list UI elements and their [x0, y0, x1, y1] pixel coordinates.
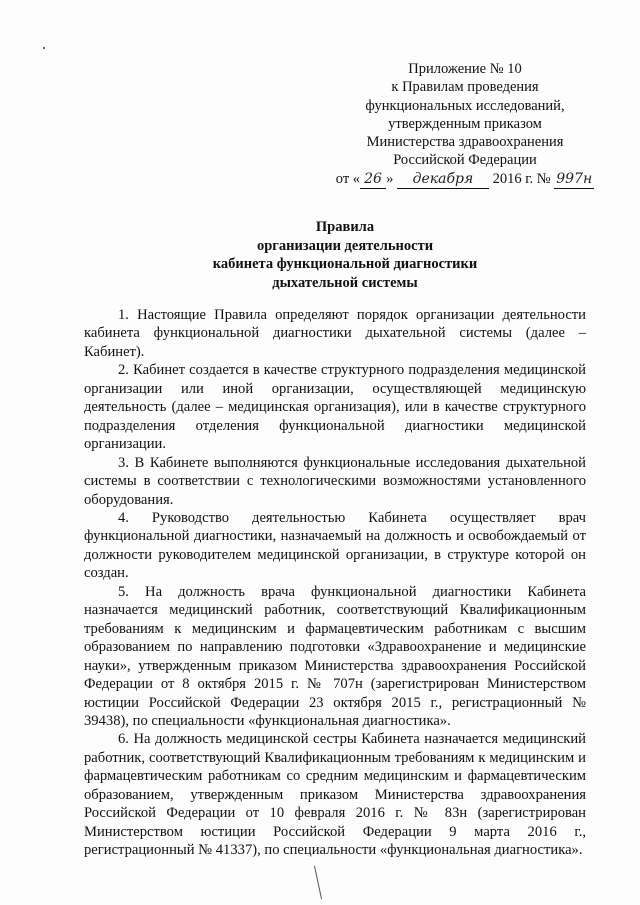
order-date-line [300, 170, 630, 189]
date-mid: » [386, 170, 394, 187]
date-year: 2016 г. № [492, 170, 551, 187]
scan-pen-stroke [314, 866, 322, 899]
document-title [180, 218, 510, 292]
paragraph-3: 3. В Кабинете выполняются функциональные исследования дыхательной системы в соответствии с технологическими возможностями установленного оборудования. [84, 454, 586, 508]
appendix-line: утвержденным приказом [388, 115, 542, 132]
appendix-line: функциональных исследований, [365, 97, 565, 114]
title-line: организации деятельности [256, 237, 434, 254]
scan-speck [43, 47, 45, 49]
date-prefix: от « [335, 170, 361, 187]
appendix-header [300, 60, 630, 189]
appendix-line: Приложение № 10 [408, 61, 522, 77]
handwritten-month: декабря [397, 170, 489, 189]
appendix-line: Российской Федерации [393, 152, 537, 169]
paragraph-5: 5. На должность врача функциональной диагностики Кабинета назначается медицинский работник, соответствующий Квалификационным требованиям к медицинским и фармацевтическим работникам с высшим образованием по направлению подготовки «Здравоохранение и медицинские науки», утвержденным приказом Министерства здравоохранения Российской Федерации от 8 октября 2015 г. № 707н (зарегистрирован Министерством юстиции Российской Федерации 23 октября 2015 г., регистрационный № 39438), по специальности «функциональная диагностика». [84, 583, 586, 729]
paragraph-1: 1. Настоящие Правила определяют порядок организации деятельности кабинета функциональной диагностики дыхательной системы (далее – Кабинет). [84, 307, 586, 360]
paragraph-2: 2. Кабинет создается в качестве структурного подразделения медицинской организации или иной организации, осуществляющей медицинскую деятельность (далее – медицинская организация), или в качестве структурного подразделения отделения функциональной диагностики медицинской организации. [84, 362, 586, 453]
paragraph-6: 6. На должность медицинской сестры Кабинета назначается медицинский работник, соответствующий Квалификационным требованиям к медицинским и фармацевтическим работникам со средним медицинским и фармацевтическим образованием, утвержденным приказом Министерства здравоохранения Российской Федерации от 10 февраля 2016 г. № 83н (зарегистрирован Министерством юстиции Российской Федерации 9 марта 2016 г., регистрационный № 41337), по специальности «функциональная диагностика». [84, 731, 586, 859]
handwritten-order-number: 997н [554, 170, 594, 189]
title-line: дыхательной системы [272, 274, 418, 291]
title-line: Правила [315, 219, 375, 235]
appendix-line: к Правилам проведения [391, 79, 539, 96]
document-body [84, 306, 586, 860]
title-line: кабинета функциональной диагностики [212, 256, 478, 273]
handwritten-day: 26 [360, 170, 386, 189]
paragraph-4: 4. Руководство деятельностью Кабинета осуществляет врач функциональной диагностики, назначаемый на должность и освобождаемый от должности руководителем медицинской организации, в структуре которой он создан. [84, 509, 586, 582]
appendix-line: Министерства здравоохранения [366, 134, 564, 151]
